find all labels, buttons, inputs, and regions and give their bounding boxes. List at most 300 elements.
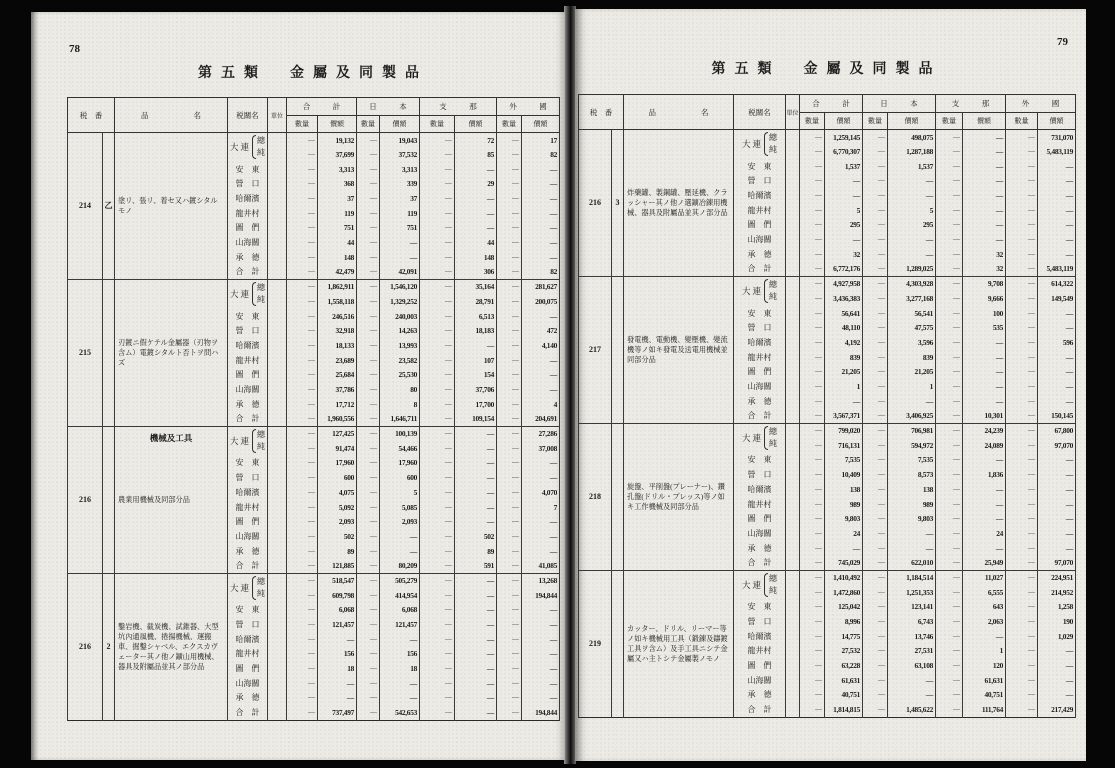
value-cell: 63,228 [825,658,863,673]
quantity-cell: — [800,365,825,380]
value-cell: 2,093 [318,514,357,529]
quantity-cell: — [800,688,825,703]
customs-name: 安 東 [734,159,786,174]
quantity-cell: — [497,309,522,324]
customs-name: 圖 們 [228,368,268,383]
value-cell: 295 [888,218,936,233]
quantity-cell: — [497,558,522,573]
gross-label: 總 [769,133,777,143]
customs-dalian [734,423,786,452]
customs-name: 承 德 [228,250,268,265]
quantity-cell: — [1006,218,1038,233]
value-cell: 97,070 [1038,438,1076,453]
quantity-cell: — [936,629,963,644]
customs-name: 安 東 [734,600,786,615]
quantity-cell: — [497,647,522,662]
value-cell: — [522,617,560,632]
statistics-table [578,94,1076,718]
quantity-cell: — [936,379,963,394]
item-name: 農業用機械及同部分品 [118,495,190,504]
unit-cell [786,130,800,277]
value-cell: — [455,426,497,441]
value-cell: 505,279 [380,573,420,588]
quantity-cell: — [287,235,318,250]
quantity-cell: — [863,497,888,512]
value-cell: 502 [318,529,357,544]
value-cell: 1,537 [888,159,936,174]
item-name: 發電機、電動機、變壓機、變流機等ノ如キ發電及送電用機械並同部分品 [627,335,728,364]
customs-name: 安 東 [228,603,268,618]
brace-mark [764,279,768,303]
quantity-cell: — [936,130,963,145]
value-cell: 716,131 [825,438,863,453]
value-cell: 414,954 [380,588,420,603]
quantity-cell: — [863,130,888,145]
value-cell: — [380,691,420,706]
quantity-cell: — [357,676,380,691]
quantity-cell: — [287,603,318,618]
quantity-cell: — [357,529,380,544]
quantity-cell: — [1006,644,1038,659]
customs-name: 營 口 [228,177,268,192]
quantity-cell: — [497,470,522,485]
value-cell: — [963,335,1006,350]
customs-name: 山海關 [734,232,786,247]
customs-name: 營 口 [228,470,268,485]
customs-name: 山海關 [734,673,786,688]
value-cell: 4 [522,397,560,412]
quantity-cell: — [863,467,888,482]
value-cell: 989 [888,497,936,512]
quantity-cell: — [357,705,380,720]
value-cell: 27,532 [825,644,863,659]
quantity-cell: — [287,558,318,573]
quantity-cell: — [800,335,825,350]
quantity-cell: — [800,497,825,512]
quantity-cell: — [1006,438,1038,453]
quantity-cell: — [287,191,318,206]
quantity-cell: — [420,177,455,192]
quantity-cell: — [1006,306,1038,321]
value-cell: — [455,676,497,691]
brace-mark [764,573,768,597]
quantity-cell: — [800,702,825,717]
quantity-cell: — [287,588,318,603]
header-code: 税 番 [579,95,624,130]
value-cell: 67,800 [1038,423,1076,438]
value-cell: 4,192 [825,335,863,350]
header-total: 合 計 [800,95,863,113]
value-cell: — [1038,218,1076,233]
quantity-cell: — [497,632,522,647]
quantity-cell: — [497,382,522,397]
value-cell: — [825,394,863,409]
value-cell: 44 [318,235,357,250]
quantity-cell: — [936,688,963,703]
value-cell: — [1038,497,1076,512]
customs-name: 圖 們 [734,218,786,233]
quantity-cell: — [863,379,888,394]
quantity-cell: — [357,500,380,515]
quantity-cell: — [357,368,380,383]
value-cell: — [1038,159,1076,174]
quantity-cell: — [1006,262,1038,277]
quantity-cell: — [800,262,825,277]
unit-cell [786,423,800,570]
quantity-cell: — [357,603,380,618]
quantity-cell: — [863,585,888,600]
value-cell: 127,425 [318,426,357,441]
quantity-cell: — [1006,614,1038,629]
quantity-cell: — [357,573,380,588]
quantity-cell: — [1006,688,1038,703]
item-name: 刃鍍ニ假ケテル金屬器（刃物ヲ含ム）電鍍シタルト否トヲ問ハズ [118,338,219,367]
value-cell: 29 [455,177,497,192]
quantity-cell: — [800,232,825,247]
value-cell: 194,844 [522,705,560,720]
value-cell: 121,457 [380,617,420,632]
value-cell: 18,133 [318,338,357,353]
value-cell: 18 [380,661,420,676]
gross-label: 總 [769,427,777,437]
quantity-cell: — [497,500,522,515]
value-cell: — [455,661,497,676]
customs-name: 大連 [741,285,763,296]
quantity-cell: — [357,441,380,456]
quantity-cell: — [497,265,522,280]
value-cell: 61,631 [825,673,863,688]
quantity-cell: — [287,632,318,647]
quantity-cell: — [800,144,825,159]
value-cell: — [1038,511,1076,526]
quantity-cell: — [800,482,825,497]
item-code: 217 [579,276,612,423]
value-cell: — [963,159,1006,174]
quantity-cell: — [420,382,455,397]
quantity-cell: — [420,558,455,573]
quantity-cell: — [1006,276,1038,291]
value-cell: 123,141 [888,600,936,615]
value-cell: 6,743 [888,614,936,629]
value-cell: — [455,632,497,647]
customs-name: 山海關 [228,676,268,691]
value-cell: — [522,162,560,177]
quantity-cell: — [497,338,522,353]
customs-name: 哈爾濱 [228,632,268,647]
customs-name: 承 德 [734,541,786,556]
value-cell: 6,068 [380,603,420,618]
value-cell: 24,089 [963,438,1006,453]
value-cell: 17,712 [318,397,357,412]
quantity-cell: — [936,644,963,659]
value-cell: 518,547 [318,573,357,588]
quantity-cell: — [936,394,963,409]
value-cell: — [380,235,420,250]
quantity-cell: — [863,555,888,570]
value-cell: — [522,221,560,236]
quantity-cell: — [497,426,522,441]
value-cell: 194,844 [522,588,560,603]
value-cell: 3,313 [318,162,357,177]
quantity-cell: — [497,573,522,588]
item-name-cell [115,133,228,280]
quantity-cell: — [497,441,522,456]
quantity-cell: — [420,676,455,691]
value-cell: — [1038,203,1076,218]
value-cell: 600 [380,470,420,485]
table-row [579,570,1076,585]
value-cell: 14,263 [380,323,420,338]
value-cell: — [888,673,936,688]
quantity-cell: — [420,206,455,221]
quantity-cell: — [936,350,963,365]
value-cell: 80 [380,382,420,397]
value-cell: — [1038,247,1076,262]
quantity-cell: — [1006,511,1038,526]
customs-name: 安 東 [734,306,786,321]
value-cell: 7 [522,500,560,515]
quantity-cell: — [357,456,380,471]
quantity-cell: — [357,162,380,177]
quantity-cell: — [936,262,963,277]
value-cell: — [522,632,560,647]
quantity-cell: — [420,265,455,280]
table-row [579,276,1076,291]
quantity-cell: — [497,279,522,294]
brace-mark [252,282,256,306]
quantity-cell: — [800,658,825,673]
quantity-cell: — [1006,130,1038,145]
quantity-cell: — [497,603,522,618]
value-cell: 18,183 [455,323,497,338]
value-cell: 9,803 [825,511,863,526]
value-cell: 44 [455,235,497,250]
quantity-cell: — [287,573,318,588]
header-value: 價額 [888,113,936,130]
value-cell: 19,043 [380,133,420,148]
value-cell: 217,429 [1038,702,1076,717]
value-cell: — [963,497,1006,512]
value-cell: 246,516 [318,309,357,324]
value-cell: 21,205 [825,365,863,380]
header-japan: 日 本 [357,98,420,116]
quantity-cell: — [863,247,888,262]
quantity-cell: — [357,426,380,441]
value-cell: 4,303,928 [888,276,936,291]
gross-label: 總 [769,280,777,290]
quantity-cell: — [420,603,455,618]
item-code: 214 [68,133,103,280]
item-name-cell [624,130,734,277]
value-cell: — [522,250,560,265]
quantity-cell: — [936,673,963,688]
value-cell: — [455,617,497,632]
quantity-cell: — [420,221,455,236]
gross-net-labels [769,426,777,450]
left-page [31,12,565,760]
value-cell: 1,960,556 [318,412,357,427]
table-row [579,423,1076,438]
quantity-cell: — [1006,350,1038,365]
value-cell: 119 [380,206,420,221]
quantity-cell: — [800,276,825,291]
quantity-cell: — [800,291,825,306]
customs-dalian [734,570,786,599]
value-cell: 596 [1038,335,1076,350]
customs-name: 龍井村 [228,500,268,515]
quantity-cell: — [863,629,888,644]
quantity-cell: — [497,676,522,691]
quantity-cell: — [287,162,318,177]
quantity-cell: — [863,174,888,189]
header-value: 價額 [825,113,863,130]
value-cell: 224,951 [1038,570,1076,585]
quantity-cell: — [287,485,318,500]
value-cell: 85 [455,147,497,162]
value-cell: 82 [522,147,560,162]
quantity-cell: — [936,438,963,453]
quantity-cell: — [800,541,825,556]
header-customs: 税關名 [228,98,268,133]
value-cell: 37 [318,191,357,206]
quantity-cell: — [357,412,380,427]
quantity-cell: — [863,262,888,277]
quantity-cell: — [1006,291,1038,306]
quantity-cell: — [357,617,380,632]
quantity-cell: — [497,661,522,676]
net-label: 純 [257,295,265,305]
item-code: 216 [68,426,103,573]
right-page [575,9,1086,761]
value-cell: 148 [455,250,497,265]
value-cell: 17,700 [455,397,497,412]
net-label: 純 [257,442,265,452]
quantity-cell: — [357,661,380,676]
value-cell: 9,666 [963,291,1006,306]
quantity-cell: — [863,423,888,438]
value-cell: — [455,603,497,618]
item-code: 219 [579,570,612,717]
value-cell: 35,164 [455,279,497,294]
quantity-cell: — [936,600,963,615]
quantity-cell: — [287,397,318,412]
customs-name: 營 口 [228,323,268,338]
quantity-cell: — [863,614,888,629]
item-name: 炸藥罐、製鋼罐、壓延機、クラッシャー其ノ他ノ選鑛冶錬用機械、器具及附屬品並其ノ部分品 [627,188,728,217]
quantity-cell: — [357,397,380,412]
value-cell: 5,483,119 [1038,144,1076,159]
quantity-cell: — [497,456,522,471]
quantity-cell: — [420,661,455,676]
quantity-cell: — [287,294,318,309]
customs-name: 承 德 [228,691,268,706]
table-row [68,573,560,588]
quantity-cell: — [800,644,825,659]
header-foreign: 外 國 [1006,95,1076,113]
value-cell: 111,764 [963,702,1006,717]
value-cell: — [1038,365,1076,380]
quantity-cell: — [287,691,318,706]
item-name-cell [115,573,228,720]
customs-name: 哈爾濱 [228,338,268,353]
table-row [579,130,1076,145]
value-cell: 4,927,958 [825,276,863,291]
unit-cell [786,570,800,717]
quantity-cell: — [863,438,888,453]
value-cell: 2,093 [380,514,420,529]
quantity-cell: — [420,162,455,177]
total-label: 合 計 [734,555,786,570]
value-cell: 3,277,168 [888,291,936,306]
value-cell: — [455,647,497,662]
value-cell: 8,573 [888,467,936,482]
quantity-cell: — [357,338,380,353]
value-cell: — [455,485,497,500]
value-cell: — [522,514,560,529]
quantity-cell: — [287,368,318,383]
quantity-cell: — [1006,541,1038,556]
net-label: 純 [257,148,265,158]
customs-dalian [228,573,268,602]
quantity-cell: — [497,412,522,427]
customs-name: 營 口 [734,467,786,482]
value-cell: 190 [1038,614,1076,629]
quantity-cell: — [863,232,888,247]
value-cell: — [1038,350,1076,365]
quantity-cell: — [936,203,963,218]
unit-cell [268,426,287,573]
quantity-cell: — [1006,203,1038,218]
item-name-cell [115,279,228,426]
quantity-cell: — [936,247,963,262]
value-cell: — [380,529,420,544]
gross-net-labels [769,573,777,597]
value-cell: — [963,203,1006,218]
quantity-cell: — [1006,585,1038,600]
quantity-cell: — [420,133,455,148]
value-cell: — [963,365,1006,380]
quantity-cell: — [287,250,318,265]
value-cell: — [455,573,497,588]
quantity-cell: — [420,309,455,324]
quantity-cell: — [420,353,455,368]
quantity-cell: — [1006,144,1038,159]
header-quantity: 數量 [287,116,318,133]
value-cell: 32 [963,247,1006,262]
value-cell: 839 [888,350,936,365]
item-name-cell [115,426,228,573]
quantity-cell: — [497,397,522,412]
quantity-cell: — [936,702,963,717]
item-code: 218 [579,423,612,570]
value-cell: — [455,500,497,515]
value-cell: — [522,691,560,706]
value-cell: — [522,647,560,662]
value-cell: 42,479 [318,265,357,280]
value-cell: 17,960 [318,456,357,471]
total-label: 合 計 [228,558,268,573]
header-quantity: 數量 [863,113,888,130]
header-value: 價額 [318,116,357,133]
item-code: 216 [579,130,612,277]
value-cell: 1,258 [1038,600,1076,615]
quantity-cell: — [357,177,380,192]
value-cell: — [1038,232,1076,247]
quantity-cell: — [863,644,888,659]
quantity-cell: — [357,353,380,368]
quantity-cell: — [357,235,380,250]
value-cell: 751 [318,221,357,236]
